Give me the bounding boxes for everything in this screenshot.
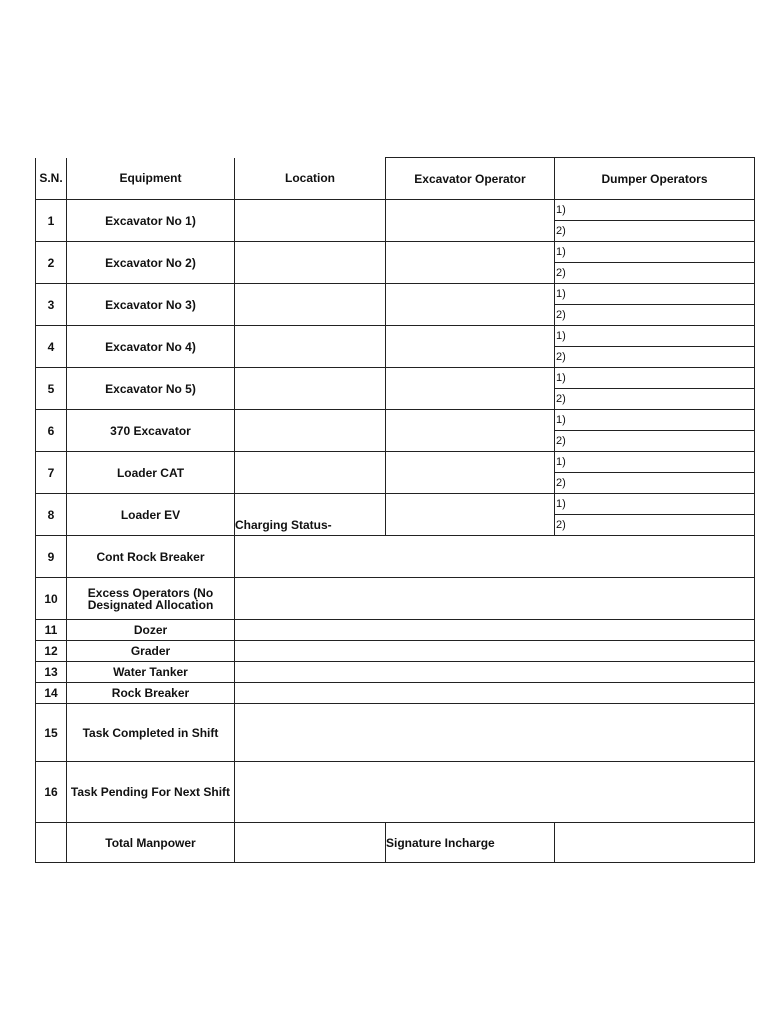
row-sn: 10 [36,578,67,620]
table-row [36,326,755,347]
table-row [36,662,755,683]
signature-field[interactable] [555,823,755,863]
table-row [36,410,755,431]
header-dumper-operators: Dumper Operators [555,158,755,200]
excavator-operator-cell[interactable] [386,284,555,326]
total-manpower-value[interactable] [235,823,386,863]
row-equipment: Cont Rock Breaker [67,536,235,578]
row-equipment: Loader CAT [67,452,235,494]
location-cell[interactable] [235,284,386,326]
allocation-cell[interactable] [235,620,755,641]
location-cell[interactable] [235,410,386,452]
footer-row [36,823,755,863]
excavator-operator-cell[interactable] [386,452,555,494]
footer-blank-cell [36,823,67,863]
row-equipment: Rock Breaker [67,683,235,704]
allocation-cell[interactable] [235,683,755,704]
table-row [36,200,755,221]
allocation-cell[interactable] [235,662,755,683]
allocation-cell[interactable] [235,641,755,662]
row-equipment: Grader [67,641,235,662]
dumper-operator-slot-1[interactable]: 1) [555,452,755,473]
table-row [36,494,755,515]
dumper-operator-slot-1[interactable]: 1) [555,284,755,305]
dumper-operator-slot-2[interactable]: 2) [555,515,755,536]
dumper-operator-slot-2[interactable]: 2) [555,305,755,326]
signature-incharge-label: Signature Incharge [386,823,555,863]
dumper-operator-slot-1[interactable]: 1) [555,326,755,347]
table-row [36,683,755,704]
row-equipment: Water Tanker [67,662,235,683]
dumper-operator-slot-1[interactable]: 1) [555,410,755,431]
row-equipment: Loader EV [67,494,235,536]
allocation-table [35,157,755,863]
charging-status-cell[interactable]: Charging Status- [235,494,386,536]
row-equipment: Excavator No 1) [67,200,235,242]
dumper-operator-slot-2[interactable]: 2) [555,389,755,410]
excavator-operator-cell[interactable] [386,410,555,452]
dumper-operator-slot-2[interactable]: 2) [555,347,755,368]
table-row [36,368,755,389]
table-row [36,452,755,473]
row-equipment: 370 Excavator [67,410,235,452]
row-equipment: Excavator No 2) [67,242,235,284]
row-sn: 1 [36,200,67,242]
task-pending-cell[interactable] [235,762,755,823]
table-row [36,284,755,305]
excavator-operator-cell[interactable] [386,368,555,410]
location-cell[interactable] [235,452,386,494]
excavator-operator-cell[interactable] [386,326,555,368]
row-equipment: Excavator No 4) [67,326,235,368]
row-sn: 16 [36,762,67,823]
task-completed-cell[interactable] [235,704,755,762]
location-cell[interactable] [235,242,386,284]
excavator-operator-cell[interactable] [386,494,555,536]
row-sn: 5 [36,368,67,410]
row-sn: 7 [36,452,67,494]
location-cell[interactable] [235,200,386,242]
row-sn: 9 [36,536,67,578]
row-sn: 3 [36,284,67,326]
row-equipment: Excavator No 5) [67,368,235,410]
row-sn: 15 [36,704,67,762]
dumper-operator-slot-1[interactable]: 1) [555,200,755,221]
dumper-operator-slot-1[interactable]: 1) [555,368,755,389]
row-equipment: Excess Operators (No Designated Allocation [67,578,235,620]
table-row [36,704,755,762]
header-excavator-operator: Excavator Operator [386,158,555,200]
location-cell[interactable] [235,326,386,368]
excavator-operator-cell[interactable] [386,200,555,242]
row-sn: 8 [36,494,67,536]
row-sn: 12 [36,641,67,662]
row-sn: 4 [36,326,67,368]
row-equipment: Dozer [67,620,235,641]
header-sn: S.N. [36,158,67,200]
dumper-operator-slot-2[interactable]: 2) [555,221,755,242]
row-equipment: Task Completed in Shift [67,704,235,762]
row-equipment: Task Pending For Next Shift [67,762,235,823]
header-equipment: Equipment [67,158,235,200]
header-location: Location [235,158,386,200]
row-sn: 2 [36,242,67,284]
row-sn: 6 [36,410,67,452]
header-row [36,158,755,200]
dumper-operator-slot-2[interactable]: 2) [555,473,755,494]
location-cell[interactable] [235,368,386,410]
table-row [36,578,755,620]
allocation-cell[interactable] [235,578,755,620]
total-manpower-label: Total Manpower [67,823,235,863]
dumper-operator-slot-1[interactable]: 1) [555,242,755,263]
dumper-operator-slot-2[interactable]: 2) [555,431,755,452]
table-row [36,762,755,823]
dumper-operator-slot-1[interactable]: 1) [555,494,755,515]
row-sn: 11 [36,620,67,641]
allocation-cell[interactable] [235,536,755,578]
table-row [36,620,755,641]
excavator-operator-cell[interactable] [386,242,555,284]
table-row [36,641,755,662]
dumper-operator-slot-2[interactable]: 2) [555,263,755,284]
row-sn: 14 [36,683,67,704]
table-row [36,536,755,578]
row-sn: 13 [36,662,67,683]
row-equipment: Excavator No 3) [67,284,235,326]
table-row [36,242,755,263]
